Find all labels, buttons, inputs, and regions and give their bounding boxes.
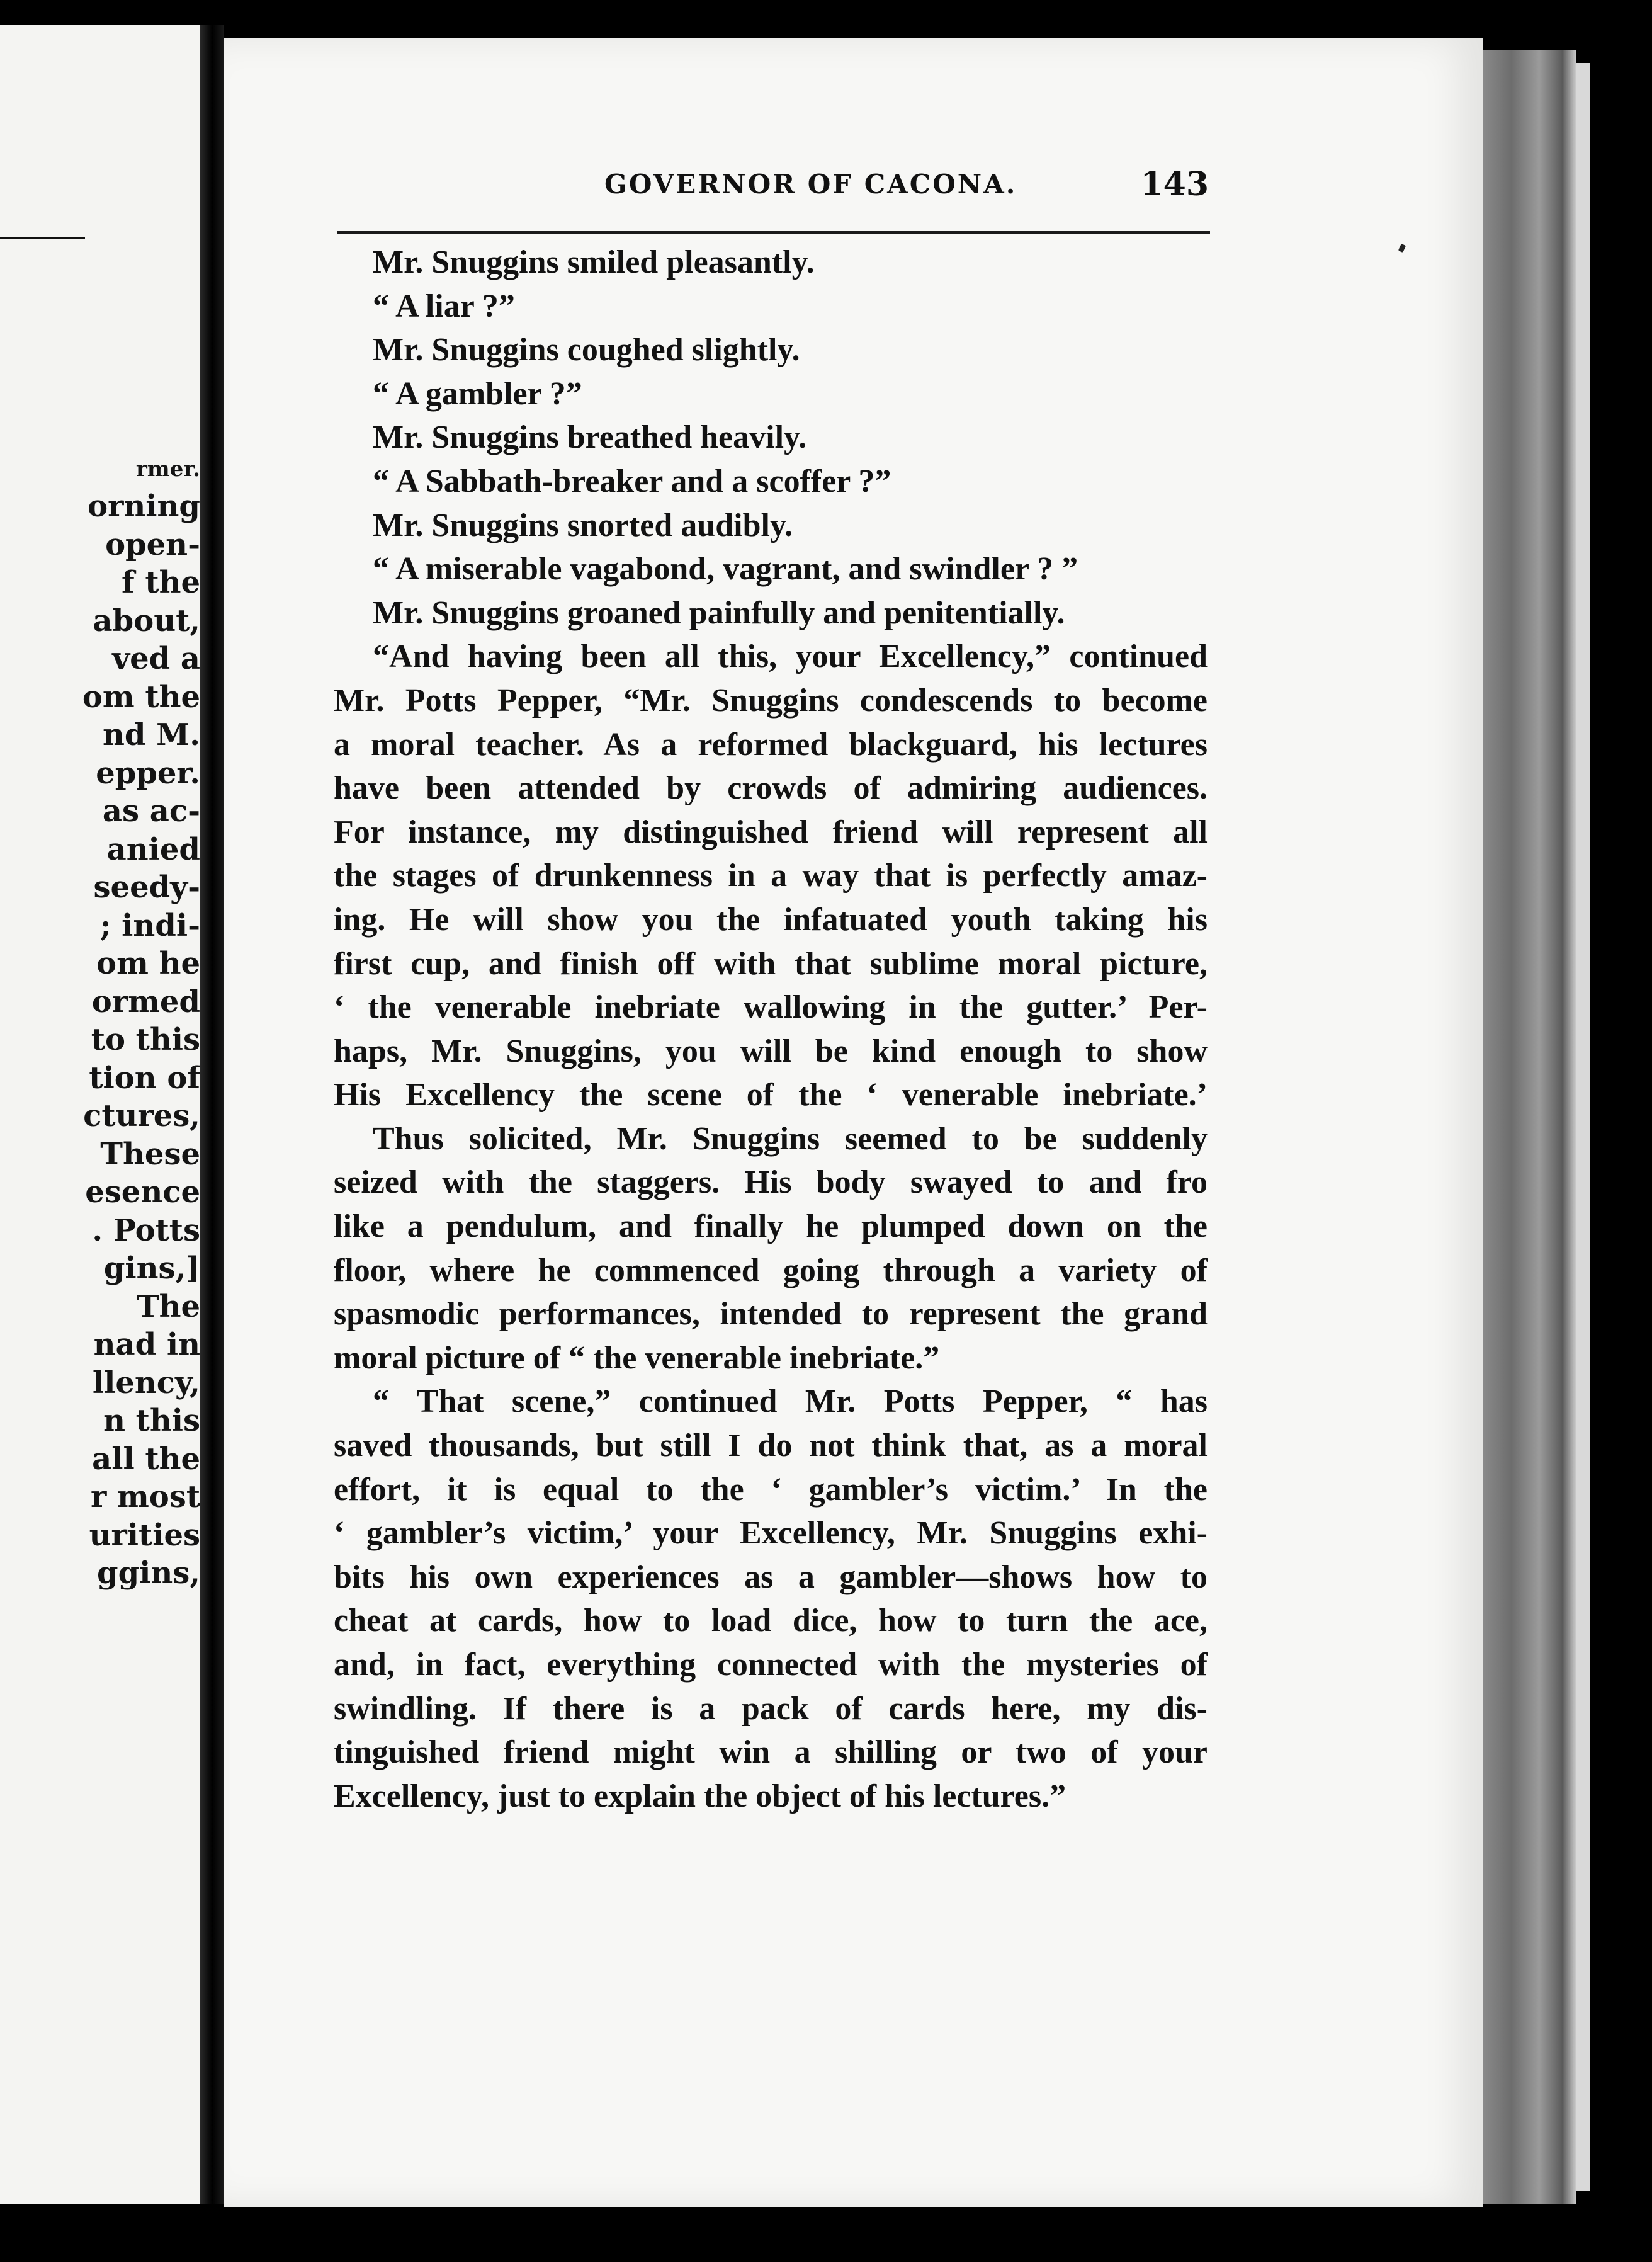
- left-page-rule: [0, 237, 85, 239]
- text-line: moral picture of “ the venerable inebriate.”: [334, 1339, 940, 1376]
- text-line: have been attended by crowds of admiring audiences.: [334, 770, 1208, 807]
- left-page-fragment: tion of: [89, 1060, 200, 1096]
- left-page-fragment: all the: [92, 1441, 200, 1477]
- text-line: His Excellency the scene of the ‘ venerable inebriate.’: [334, 1077, 1208, 1113]
- left-page-fragment: anied: [106, 831, 200, 867]
- left-page-fragment: ved a: [112, 641, 200, 676]
- text-line: ‘ the venerable inebriate wallowing in the gutter.’ Per-: [334, 989, 1208, 1026]
- text-line: the stages of drunkenness in a way that is perfectly amaz-: [334, 858, 1208, 894]
- text-line: seized with the staggers. His body swayed to and fro: [334, 1164, 1208, 1201]
- text-line: “ A gambler ?”: [373, 375, 582, 412]
- book-gutter: [200, 25, 224, 2204]
- left-page-fragment: nad in: [93, 1327, 200, 1362]
- left-page-fragment: orning: [88, 489, 200, 524]
- text-line: swindling. If there is a pack of cards here, my dis-: [334, 1690, 1208, 1727]
- left-page-fragment: to this: [91, 1022, 200, 1057]
- left-page-fragment: om he: [96, 946, 200, 981]
- text-line: Mr. Snuggins groaned painfully and penitentially.: [373, 594, 1065, 631]
- text-line: Mr. Snuggins breathed heavily.: [373, 419, 807, 456]
- left-page-fragment: epper.: [96, 755, 200, 791]
- left-page-fragment: . Potts: [92, 1212, 200, 1248]
- text-line: cheat at cards, how to load dice, how to turn the ace,: [334, 1603, 1208, 1639]
- left-page-fragment: ; indi-: [99, 907, 200, 943]
- left-page-fragment: ctures,: [83, 1098, 200, 1134]
- left-page-fragment: about,: [93, 603, 200, 639]
- text-line: “ A Sabbath-breaker and a scoffer ?”: [373, 463, 891, 499]
- text-line: Thus solicited, Mr. Snuggins seemed to be suddenly: [373, 1120, 1208, 1157]
- left-page-fragment: n this: [103, 1403, 200, 1438]
- text-line: like a pendulum, and finally he plumped down on the: [334, 1208, 1208, 1245]
- text-line: floor, where he commenced going through a variety of: [334, 1252, 1208, 1288]
- text-line: “ That scene,” continued Mr. Potts Pepper, “ has: [373, 1384, 1208, 1420]
- left-page-fragment: ormed: [91, 984, 200, 1020]
- text-line: spasmodic performances, intended to represent the grand: [334, 1296, 1208, 1333]
- text-line: For instance, my distinguished friend will represent all: [334, 814, 1208, 850]
- left-page-fragment: open-: [105, 526, 200, 562]
- text-line: tinguished friend might win a shilling or two of your: [334, 1734, 1208, 1771]
- left-page-fragment: ggins,: [97, 1555, 200, 1591]
- text-line: bits his own experiences as a gambler—shows how to: [334, 1559, 1208, 1595]
- left-page-fragment: as ac-: [102, 793, 200, 829]
- left-page-fragment: urities: [89, 1517, 200, 1553]
- left-page-fragment: gins,]: [103, 1251, 200, 1286]
- left-facing-page: [0, 25, 200, 2204]
- text-line: Excellency, just to explain the object of his lectures.”: [334, 1778, 1066, 1814]
- text-line: and, in fact, everything connected with the mysteries of: [334, 1647, 1208, 1683]
- text-line: haps, Mr. Snuggins, you will be kind enough to show: [334, 1033, 1208, 1069]
- text-line: Mr. Snuggins snorted audibly.: [373, 507, 793, 543]
- left-page-fragment: f the: [122, 565, 200, 600]
- text-line: Mr. Potts Pepper, “Mr. Snuggins condescends to become: [334, 682, 1208, 719]
- text-line: “ A liar ?”: [373, 288, 515, 324]
- running-title: GOVERNOR OF CACONA.: [604, 169, 1017, 200]
- page-edge-stack: [1483, 50, 1576, 2204]
- left-page-fragment: seedy-: [93, 870, 200, 905]
- page-number: 143: [1140, 165, 1209, 203]
- left-page-fragment: nd M.: [102, 717, 200, 753]
- text-line: a moral teacher. As a reformed blackguard, his lectures: [334, 726, 1208, 763]
- body-text: [334, 241, 1215, 1818]
- left-page-fragment: rmer.: [135, 457, 200, 482]
- text-line: Mr. Snuggins smiled pleasantly.: [373, 244, 815, 280]
- header-rule: [337, 231, 1210, 234]
- page-edge-highlight: [1576, 63, 1590, 2191]
- left-page-fragment: esence: [85, 1174, 200, 1210]
- text-line: “ A miserable vagabond, vagrant, and swindler ? ”: [373, 551, 1078, 588]
- text-line: ‘ gambler’s victim,’ your Excellency, Mr. Snuggins exhi-: [334, 1515, 1208, 1552]
- running-head: [353, 165, 1209, 207]
- left-page-fragment: r most: [91, 1479, 200, 1515]
- text-line: “And having been all this, your Excellency,” continued: [373, 639, 1208, 675]
- left-page-fragment: llency,: [92, 1365, 200, 1401]
- text-line: saved thousands, but still I do not think that, as a moral: [334, 1428, 1208, 1464]
- text-line: effort, it is equal to the ‘ gambler’s victim.’ In the: [334, 1471, 1208, 1508]
- left-page-fragment: The: [136, 1288, 200, 1324]
- text-line: first cup, and finish off with that sublime moral picture,: [334, 945, 1208, 982]
- left-page-fragment: om the: [82, 679, 200, 715]
- text-line: Mr. Snuggins coughed slightly.: [373, 332, 800, 368]
- text-line: ing. He will show you the infatuated youth taking his: [334, 901, 1208, 938]
- left-page-fragment: These: [100, 1136, 200, 1172]
